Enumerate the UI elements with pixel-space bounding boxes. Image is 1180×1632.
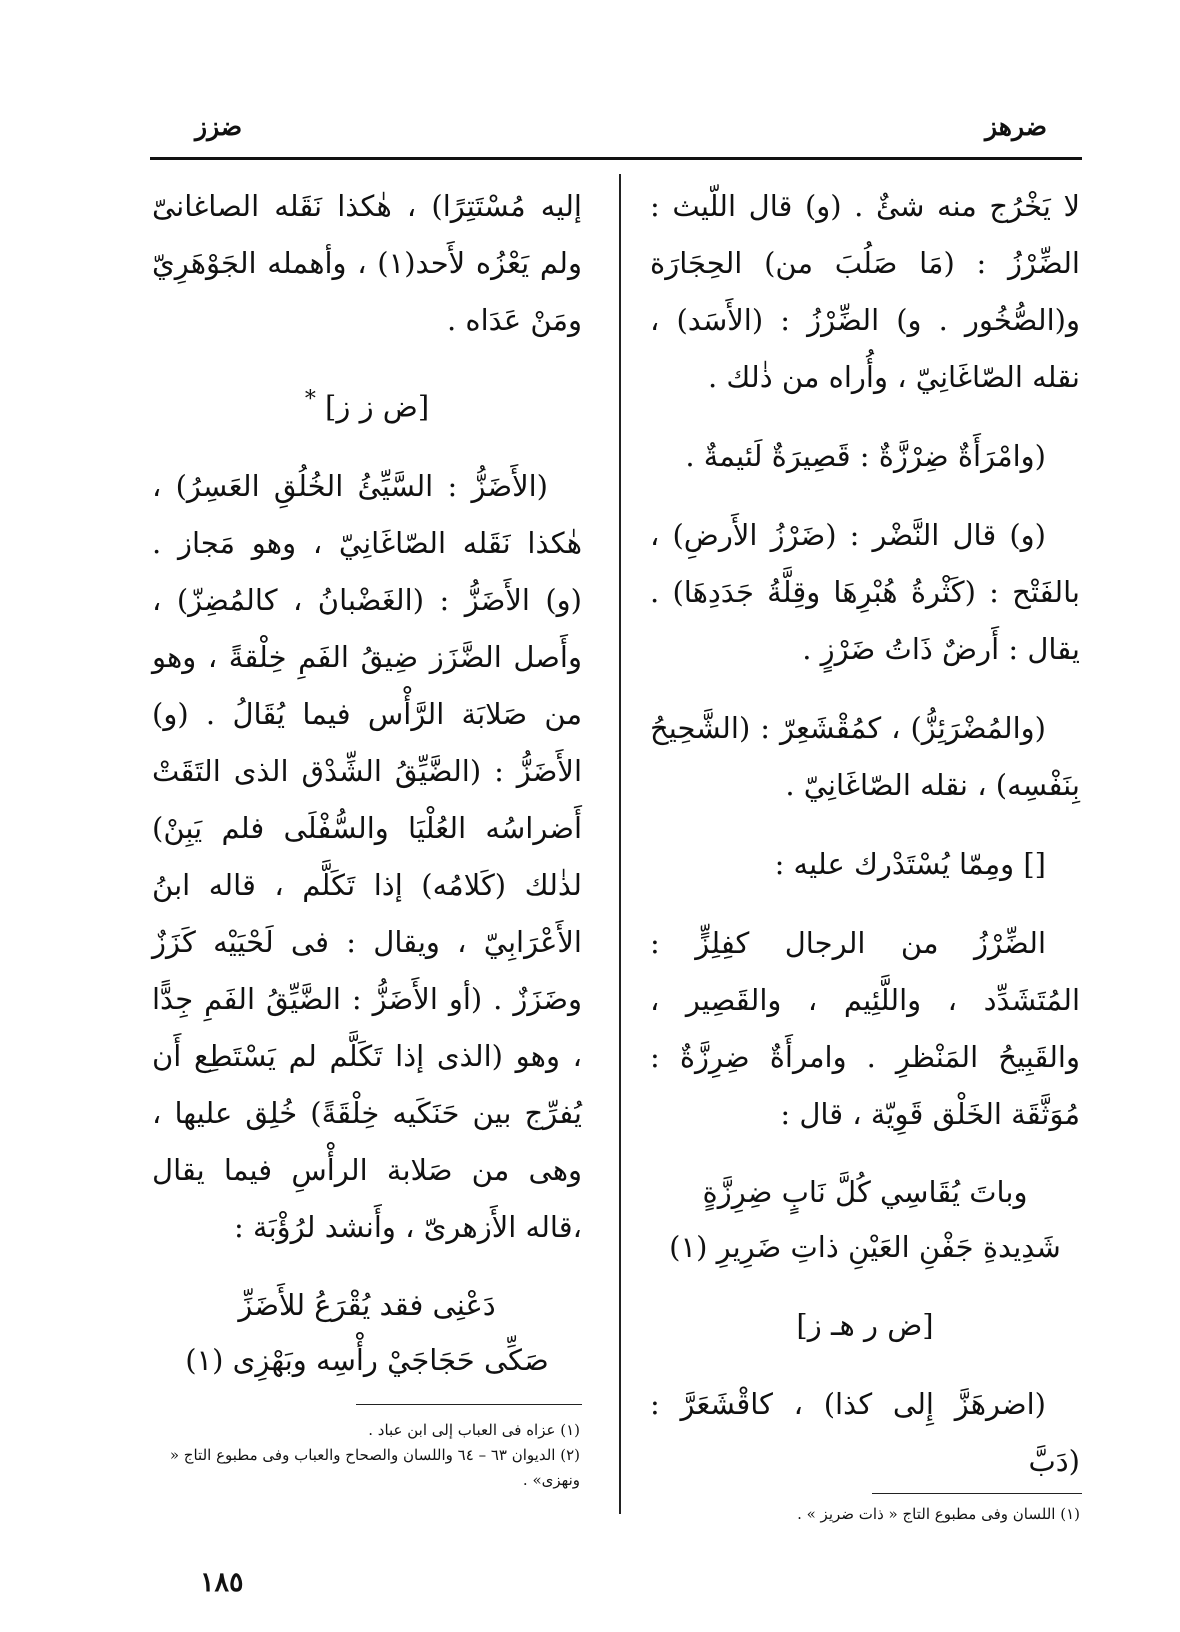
left-verse-line-1: دَعْنِى فقد يُقْرَعُ للأَضَزِّ xyxy=(238,1287,496,1322)
footnote-left-2: (٢) الديوان ٦٣ – ٦٤ واللسان والصحاح والعباب وفى مطبوع التاج « ونهزى» . xyxy=(169,1446,580,1489)
footnote-rule-right xyxy=(872,1493,1082,1494)
right-paragraph-7: (اضرهَزَّ إِلى كذا) ، كاقْشَعَرَّ : (دَبَّ xyxy=(650,1387,1080,1478)
right-paragraph-4: (والمُضْرَئِزُّ) ، كمُقْشَعِرّ : (الشَّحِيحُ بِنَفْسِه) ، نقله الصّاغَانِيّ . xyxy=(650,711,1080,802)
footnote-right-1: (١) اللسان وفى مطبوع التاج « ذات ضريز » . xyxy=(797,1505,1080,1523)
footnote-left-1: (١) عزاه فى العباب إلى ابن عباد . xyxy=(368,1421,580,1439)
right-paragraph-1: لا يَخْرُج منه شئٌ . (و) قال اللّيث : الضِّرْزُ : (مَا صَلُبَ من) الحِجَارَة و(الصُّخُور . و) الضِّرْزُ : (الأَسَد) ، نقله الصّاغَانِيّ ، وأُراه من ذٰلك . xyxy=(650,189,1080,394)
right-column xyxy=(650,178,1080,1490)
page-number: ١٨٥ xyxy=(200,1567,244,1598)
entry-heading-text: [ض ز ز] xyxy=(325,389,430,424)
running-header-right: ضرهز xyxy=(985,112,1047,141)
footnotes-right xyxy=(620,1502,1080,1527)
left-paragraph-2: (الأَضَزُّ : السَّيِّئُ الخُلُقِ العَسِرُ) ، هٰكذا نَقَله الصّاغَانِيّ ، وهو مَجاز . (و) الأَضَزُّ : (الغَضْبانُ ، كالمُضِزّ) ، وأَصل الضَّزَز ضِيقُ الفَمِ خِلْقةً ، وهو من صَلابَة الرَّأْس فيما يُقَالُ . (و) الأَضَزُّ : (الضَّيِّقُ الشِّدْق الذى التَقَتْ أَضراسُه العُلْيَا والسُّفْلَى فلم يَبِنْ) لذٰلك (كَلامُه) إذا تَكَلَّم ، قاله ابنُ الأَعْرَابِيّ ، ويقال : فى لَحْيَيْه كَزَزٌ وضَزَزٌ . (أو الأَضَزُّ : الضَّيِّقُ الفَمِ جِدًّا ، وهو (الذى إذا تَكَلَّم لم يَسْتَطِع أَن يُفرِّج بين حَنَكَيه خِلْقَةً) خُلِق عليها ، وهى من صَلابة الرأْسِ فيما يقال ،قاله الأَزهرىّ ، وأَنشد لرُؤْبَة : xyxy=(152,468,582,1244)
footnote-rule-left xyxy=(356,1404,582,1405)
left-column xyxy=(152,178,582,1388)
left-entry-heading xyxy=(152,371,582,436)
asterisk-mark: * xyxy=(304,387,316,412)
column-divider xyxy=(619,174,621,1514)
header-rule xyxy=(150,157,1082,160)
right-paragraph-3: (و) قال النَّضْر : (ضَرْزُ الأَرضِ) ، بالفَتْح : (كَثْرةُ هُبْرِهَا وقِلَّةُ جَدَدِهَا) . يقال : أَرضٌ ذَاتُ ضَرْزٍ . xyxy=(650,518,1080,666)
left-verse-line-2: صَكِّى حَجَاجَيْ رأْسِه وبَهْزِى (١) xyxy=(185,1342,549,1377)
running-header-left: ضزز xyxy=(195,112,243,141)
right-paragraph-5: [] ومِمّا يُسْتَدْرك عليه : xyxy=(774,847,1046,881)
footnotes-left xyxy=(140,1418,580,1493)
right-paragraph-2: (وامْرَأَةٌ ضِرْزَّةٌ : قَصِيرَةٌ لَئيمةٌ . xyxy=(685,439,1046,473)
right-verse-line-2: شَدِيدةِ جَفْنِ العَيْنِ ذاتِ ضَرِيرِ (١) xyxy=(669,1230,1061,1264)
right-verse-line-1: وباتَ يُقَاسِي كُلَّ نَابٍ ضِرِزَّةٍ xyxy=(702,1175,1028,1209)
right-entry-heading: [ض ر هـ ز] xyxy=(796,1308,934,1342)
left-paragraph-1: إليه مُسْتَتِرًا) ، هٰكذا نَقَله الصاغانىّ ولم يَعْزُه لأَحد(١) ، وأهمله الجَوْهَرِيّ ومَنْ عَدَاه . xyxy=(152,189,582,337)
right-paragraph-6: الضِّرْزُ من الرجال كفِلِزٍّ : المُتَشَدِّد ، واللَّئِيم ، والقَصِير ، والقَبِيحُ المَنْظرِ . وامرأَةٌ ضِرِزَّةٌ : مُوَثَّقَة الخَلْق قَوِيّة ، قال : xyxy=(650,926,1080,1131)
